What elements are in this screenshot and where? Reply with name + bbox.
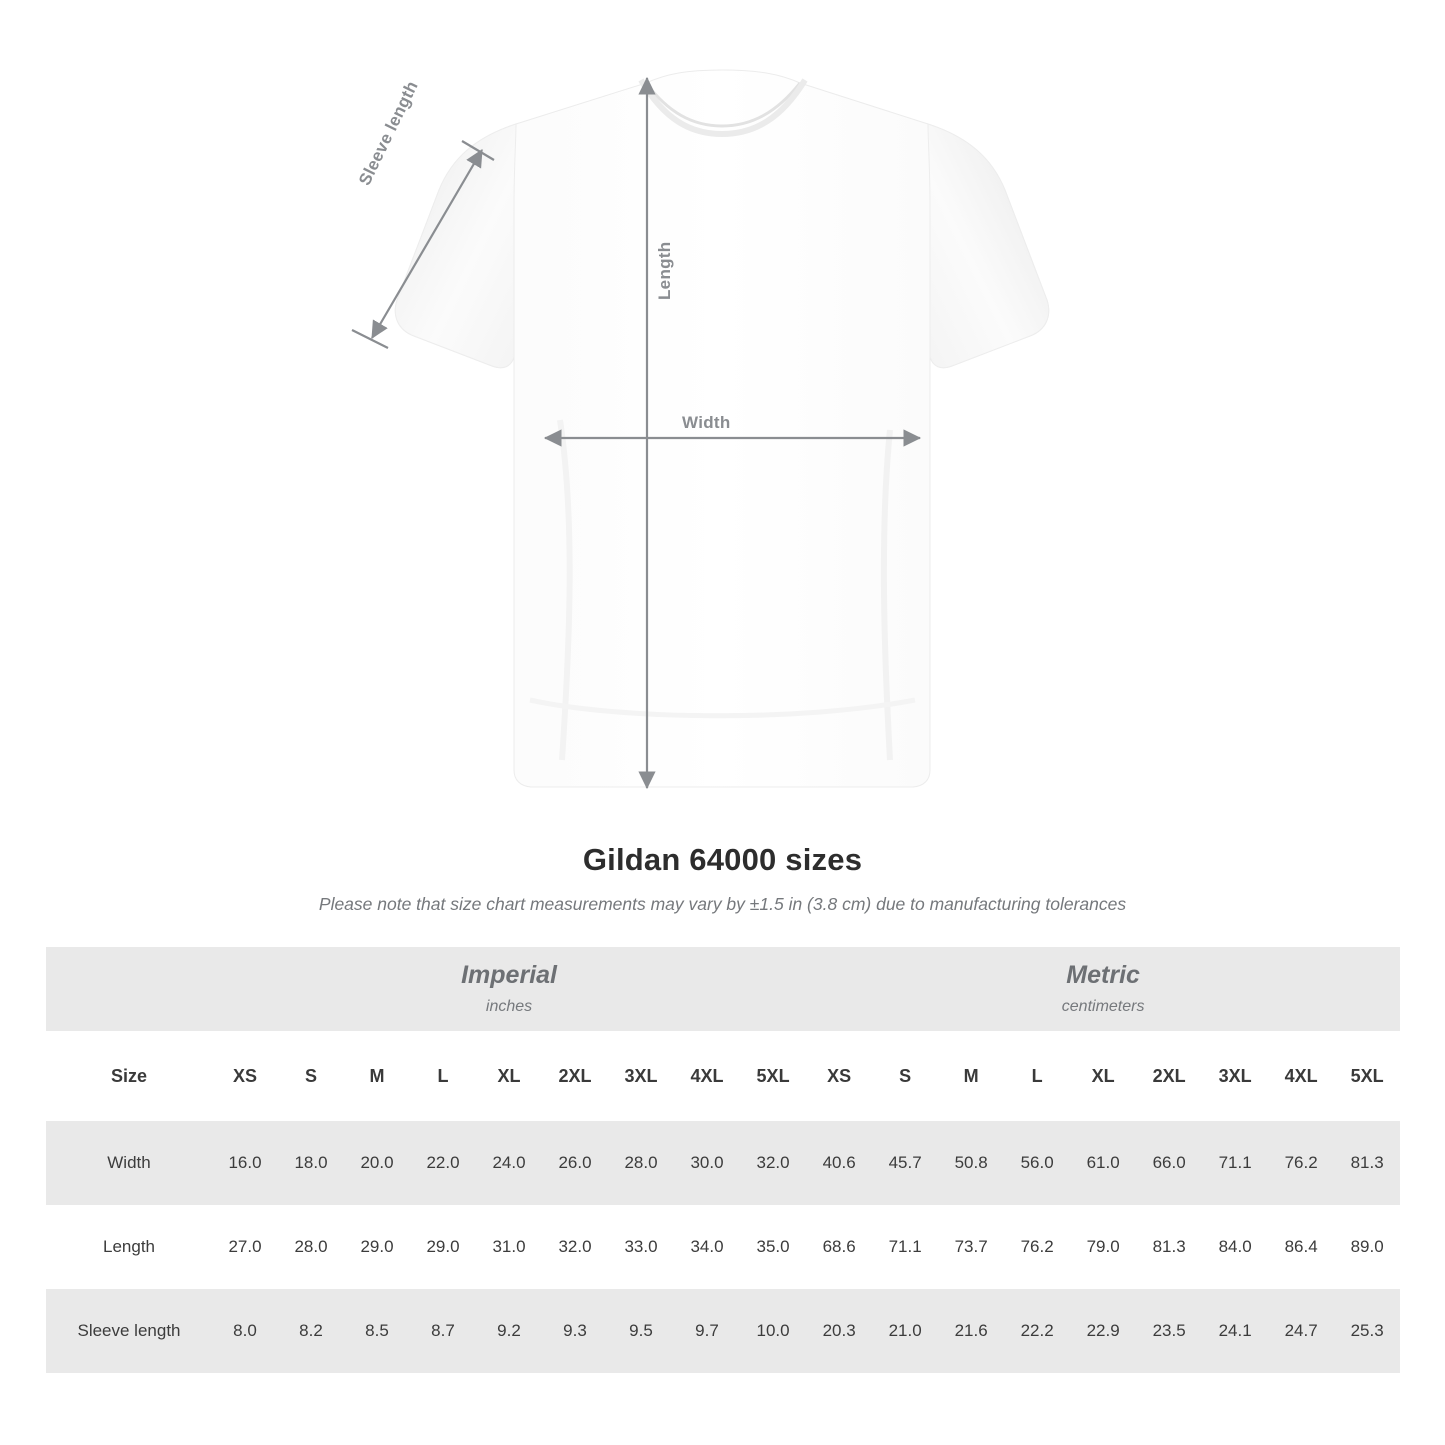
cell-length-imp-8: 35.0	[740, 1205, 806, 1289]
size-col-16: 4XL	[1268, 1031, 1334, 1121]
cell-sleeve-imp-1: 8.2	[278, 1289, 344, 1373]
size-col-14: 2XL	[1136, 1031, 1202, 1121]
unit-name-imperial: Imperial	[461, 961, 557, 990]
cell-sleeve-met-4: 22.9	[1070, 1289, 1136, 1373]
cell-width-imp-5: 26.0	[542, 1121, 608, 1205]
size-col-8: 5XL	[740, 1031, 806, 1121]
size-col-10: S	[872, 1031, 938, 1121]
unit-sub-metric: centimeters	[1061, 997, 1145, 1015]
cell-sleeve-met-7: 24.7	[1268, 1289, 1334, 1373]
cell-width-imp-0: 16.0	[212, 1121, 278, 1205]
size-col-15: 3XL	[1202, 1031, 1268, 1121]
table-row	[46, 1205, 1400, 1289]
cell-length-imp-6: 33.0	[608, 1205, 674, 1289]
cell-width-met-1: 45.7	[872, 1121, 938, 1205]
title-block	[0, 842, 1445, 915]
unit-sub-imperial: inches	[485, 997, 533, 1015]
cell-sleeve-imp-5: 9.3	[542, 1289, 608, 1373]
cell-sleeve-imp-0: 8.0	[212, 1289, 278, 1373]
row-label-length: Length	[46, 1205, 212, 1289]
cell-sleeve-imp-7: 9.7	[674, 1289, 740, 1373]
cell-width-imp-1: 18.0	[278, 1121, 344, 1205]
cell-sleeve-imp-3: 8.7	[410, 1289, 476, 1373]
cell-width-met-7: 76.2	[1268, 1121, 1334, 1205]
cell-sleeve-met-3: 22.2	[1004, 1289, 1070, 1373]
cell-length-met-3: 76.2	[1004, 1205, 1070, 1289]
cell-width-met-4: 61.0	[1070, 1121, 1136, 1205]
size-col-9: XS	[806, 1031, 872, 1121]
cell-width-imp-4: 24.0	[476, 1121, 542, 1205]
unit-header-row	[46, 947, 1400, 1031]
label-sleeve-length: Sleeve length	[355, 77, 422, 189]
cell-width-met-3: 56.0	[1004, 1121, 1070, 1205]
cell-length-met-0: 68.6	[806, 1205, 872, 1289]
cell-width-met-2: 50.8	[938, 1121, 1004, 1205]
cell-sleeve-imp-8: 10.0	[740, 1289, 806, 1373]
size-col-5: 2XL	[542, 1031, 608, 1121]
cell-length-met-1: 71.1	[872, 1205, 938, 1289]
cell-sleeve-met-2: 21.6	[938, 1289, 1004, 1373]
cell-width-imp-2: 20.0	[344, 1121, 410, 1205]
cell-length-imp-1: 28.0	[278, 1205, 344, 1289]
size-col-13: XL	[1070, 1031, 1136, 1121]
cell-width-met-6: 71.1	[1202, 1121, 1268, 1205]
size-header-row	[46, 1031, 1400, 1121]
cell-sleeve-imp-4: 9.2	[476, 1289, 542, 1373]
size-col-17: 5XL	[1334, 1031, 1400, 1121]
size-col-7: 4XL	[674, 1031, 740, 1121]
size-col-11: M	[938, 1031, 1004, 1121]
size-col-2: M	[344, 1031, 410, 1121]
cell-width-met-0: 40.6	[806, 1121, 872, 1205]
size-col-1: S	[278, 1031, 344, 1121]
cell-length-imp-2: 29.0	[344, 1205, 410, 1289]
cell-length-met-6: 84.0	[1202, 1205, 1268, 1289]
size-col-3: L	[410, 1031, 476, 1121]
cell-length-imp-4: 31.0	[476, 1205, 542, 1289]
cell-width-met-8: 81.3	[1334, 1121, 1400, 1205]
cell-length-met-7: 86.4	[1268, 1205, 1334, 1289]
size-col-12: L	[1004, 1031, 1070, 1121]
cell-sleeve-met-8: 25.3	[1334, 1289, 1400, 1373]
row-label-sleeve-length: Sleeve length	[46, 1289, 212, 1373]
cell-width-imp-6: 28.0	[608, 1121, 674, 1205]
cell-sleeve-imp-2: 8.5	[344, 1289, 410, 1373]
size-row-label: Size	[46, 1031, 212, 1121]
size-table-wrapper	[46, 947, 1399, 1373]
unit-header-blank	[46, 947, 212, 1031]
cell-width-imp-3: 22.0	[410, 1121, 476, 1205]
cell-length-imp-3: 29.0	[410, 1205, 476, 1289]
cell-width-imp-7: 30.0	[674, 1121, 740, 1205]
table-row	[46, 1289, 1400, 1373]
cell-width-imp-8: 32.0	[740, 1121, 806, 1205]
page-title: Gildan 64000 sizes	[582, 842, 863, 877]
cell-sleeve-met-0: 20.3	[806, 1289, 872, 1373]
size-col-0: XS	[212, 1031, 278, 1121]
label-width: Width	[682, 413, 731, 432]
unit-header-metric	[806, 947, 1400, 1031]
cell-length-imp-0: 27.0	[212, 1205, 278, 1289]
table-row	[46, 1121, 1400, 1205]
size-col-4: XL	[476, 1031, 542, 1121]
cell-sleeve-met-1: 21.0	[872, 1289, 938, 1373]
cell-length-imp-7: 34.0	[674, 1205, 740, 1289]
cell-width-met-5: 66.0	[1136, 1121, 1202, 1205]
unit-name-metric: Metric	[1066, 961, 1140, 990]
size-col-6: 3XL	[608, 1031, 674, 1121]
cell-length-met-2: 73.7	[938, 1205, 1004, 1289]
cell-length-met-5: 81.3	[1136, 1205, 1202, 1289]
cell-sleeve-met-5: 23.5	[1136, 1289, 1202, 1373]
cell-length-met-8: 89.0	[1334, 1205, 1400, 1289]
tolerance-note: Please note that size chart measurements may vary by ±1.5 in (3.8 cm) due to manufacturing tolerances	[318, 894, 1127, 914]
cell-length-met-4: 79.0	[1070, 1205, 1136, 1289]
unit-header-imperial	[212, 947, 806, 1031]
label-length: Length	[655, 241, 674, 300]
size-chart-table	[46, 947, 1400, 1373]
cell-sleeve-imp-6: 9.5	[608, 1289, 674, 1373]
row-label-width: Width	[46, 1121, 212, 1205]
cell-length-imp-5: 32.0	[542, 1205, 608, 1289]
cell-sleeve-met-6: 24.1	[1202, 1289, 1268, 1373]
